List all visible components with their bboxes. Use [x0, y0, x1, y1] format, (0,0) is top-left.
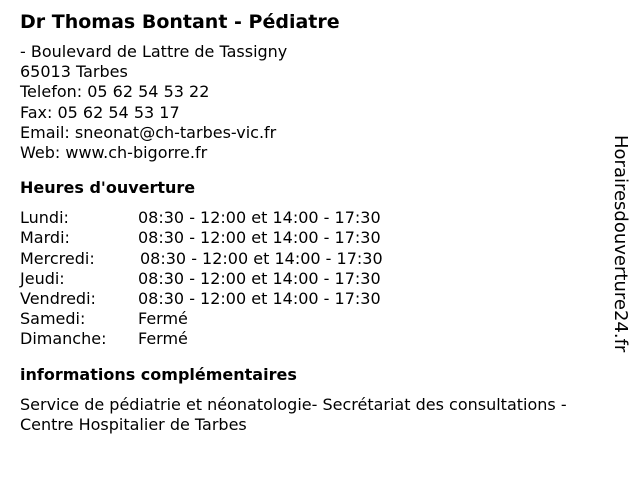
- day-label: Vendredi:: [20, 288, 96, 308]
- address-block: [20, 42, 620, 163]
- day-label: Mardi:: [20, 228, 70, 248]
- hours-row-saturday: [20, 309, 620, 329]
- day-label: Samedi:: [20, 309, 86, 329]
- hours-row-monday: [20, 208, 620, 228]
- day-hours: 08:30 - 12:00 et 14:00 - 17:30: [140, 248, 383, 268]
- hours-row-wednesday: [20, 249, 620, 269]
- listing-card: [20, 9, 620, 436]
- fax-number: Fax: 05 62 54 53 17: [20, 102, 180, 122]
- info-heading: informations complémentaires: [20, 364, 297, 384]
- day-hours: 08:30 - 12:00 et 14:00 - 17:30: [138, 268, 381, 288]
- hours-row-tuesday: [20, 228, 620, 248]
- hours-row-thursday: [20, 269, 620, 289]
- page-title: Dr Thomas Bontant - Pédiatre: [20, 11, 340, 33]
- hours-row-friday: [20, 289, 620, 309]
- day-hours: 08:30 - 12:00 et 14:00 - 17:30: [138, 208, 381, 228]
- day-hours: Fermé: [138, 329, 188, 349]
- day-label: Lundi:: [20, 208, 69, 228]
- email-address: Email: sneonat@ch-tarbes-vic.fr: [20, 122, 277, 142]
- site-watermark: Horairesdouverture24.fr: [610, 135, 631, 353]
- hours-table: [20, 208, 620, 349]
- day-label: Dimanche:: [20, 329, 107, 349]
- day-hours: 08:30 - 12:00 et 14:00 - 17:30: [138, 228, 381, 248]
- day-hours: Fermé: [138, 309, 188, 329]
- day-label: Mercredi:: [20, 248, 95, 268]
- hours-heading: Heures d'ouverture: [20, 178, 196, 198]
- hours-row-sunday: [20, 329, 620, 349]
- info-text: Service de pédiatrie et néonatologie- Secrétariat des consultations - Centre Hospitalier de Tarbes: [20, 394, 567, 435]
- address-street: - Boulevard de Lattre de Tassigny: [20, 42, 288, 61]
- day-hours: 08:30 - 12:00 et 14:00 - 17:30: [138, 288, 381, 308]
- address-city: 65013 Tarbes: [20, 62, 128, 82]
- website: Web: www.ch-bigorre.fr: [20, 143, 208, 163]
- phone-number: Telefon: 05 62 54 53 22: [20, 82, 210, 102]
- day-label: Jeudi:: [20, 268, 65, 288]
